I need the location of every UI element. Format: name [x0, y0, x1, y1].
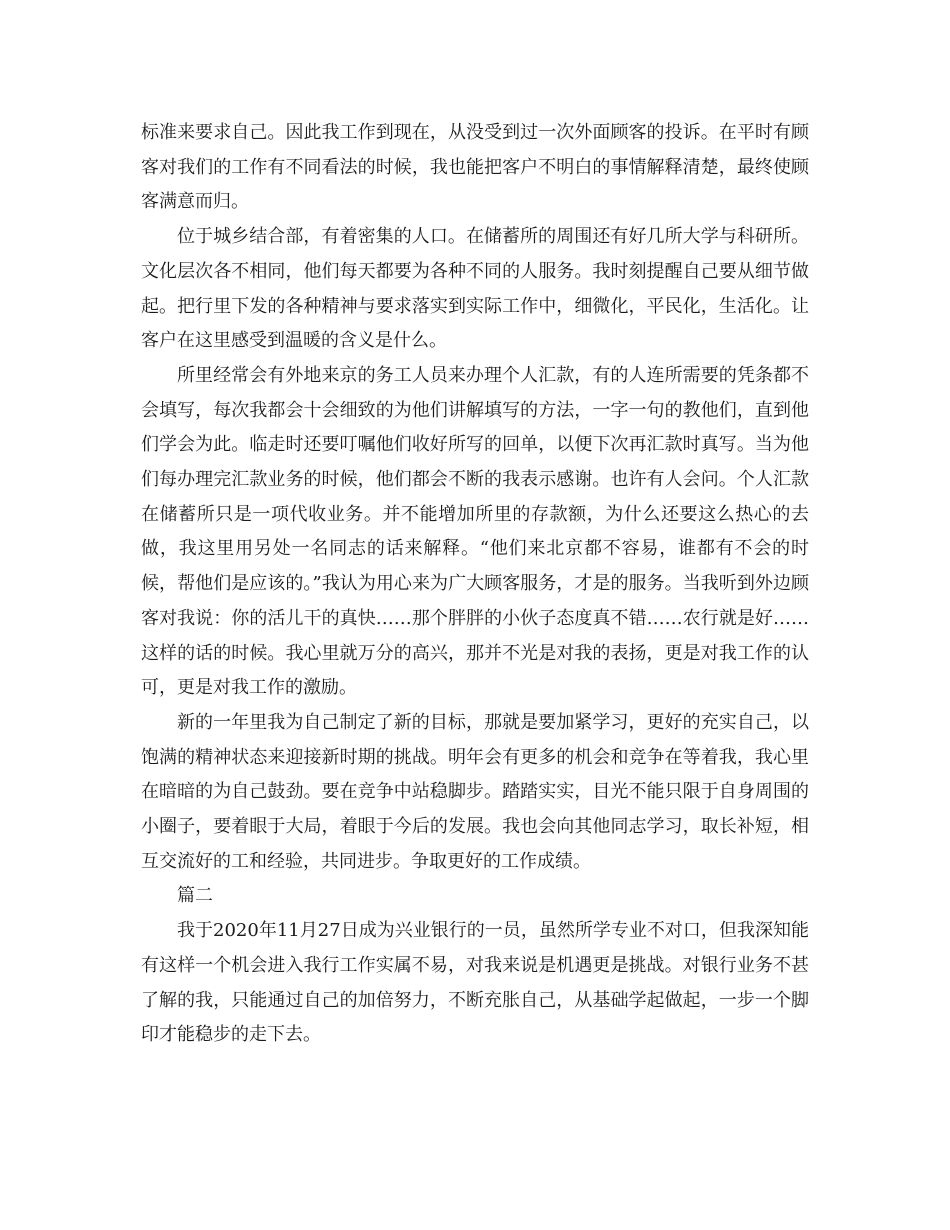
paragraph-remittance: 所里经常会有外地来京的务工人员来办理个人汇款，有的人连所需要的凭条都不会填写，每次我都会十会细致的为他们讲解填写的方法，一字一句的教他们，直到他们学会为此。临走时还要叮嘱他们收好所写的回单，以便下次再汇款时真写。当为他们每办理完汇款业务的时候，他们都会不断的我表示感谢。也许有人会问。个人汇款在储蓄所只是一项代收业务。并不能增加所里的存款额，为什么还要这么热心的去做，我这里用另处一名同志的话来解释。“他们来北京都不容易，谁都有不会的时候，帮他们是应该的。”我认为用心来为广大顾客服务，才是的服务。当我听到外边顾客对我说：你的活儿干的真快……那个胖胖的小伙子态度真不错……农行就是好……这样的话的时候。我心里就万分的高兴，那并不光是对我的表扬，更是对我工作的认可，更是对我工作的激励。 — [141, 364, 809, 699]
section-heading: 篇二 — [177, 885, 213, 907]
document-body — [141, 116, 809, 1053]
paragraph-location: 位于城乡结合部，有着密集的人口。在储蓄所的周围还有好几所大学与科研所。文化层次各不相同，他们每天都要为各种不同的人服务。我时刻提醒自己要从细节做起。把行里下发的各种精神与要求落实到实际工作中，细微化，平民化，生活化。让客户在这里感受到温暖的含义是什么。 — [141, 226, 809, 352]
paragraph-section-two: 我于2020年11月27日成为兴业银行的一员，虽然所学专业不对口，但我深知能有这样一个机会进入我行工作实属不易，对我来说是机遇更是挑战。对银行业务不甚了解的我，只能通过自己的加倍努力，不断充胀自己，从基础学起做起，一步一个脚印才能稳步的走下去。 — [141, 920, 809, 1046]
paragraph-continuation: 标准来要求自己。因此我工作到现在，从没受到过一次外面顾客的投诉。在平时有顾客对我们的工作有不同看法的时候，我也能把客户不明白的事情解释清楚，最终使顾客满意而归。 — [141, 122, 809, 213]
paragraph-new-year-goals: 新的一年里我为自己制定了新的目标，那就是要加紧学习，更好的充实自己，以饱满的精神状态来迎接新时期的挑战。明年会有更多的机会和竞争在等着我，我心里在暗暗的为自己鼓劲。要在竞争中站稳脚步。踏踏实实，目光不能只限于自身周围的小圈子，要着眼于大局，着眼于今后的发展。我也会向其他同志学习，取长补短，相互交流好的工和经验，共同进步。争取更好的工作成绩。 — [141, 711, 809, 872]
